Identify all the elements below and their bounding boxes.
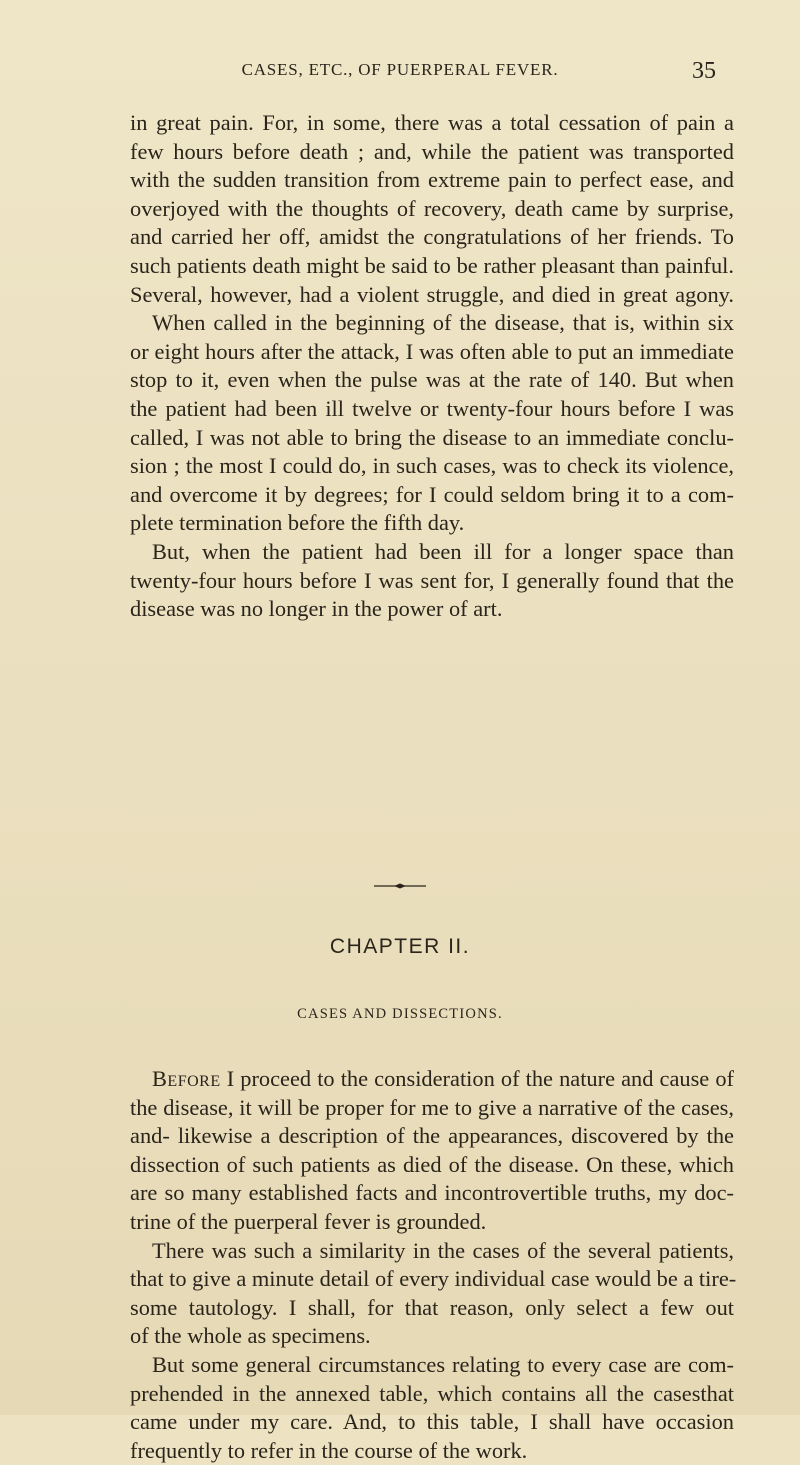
text-line: But, when the patient had been ill for a longer space than	[152, 538, 734, 564]
page-header	[0, 60, 800, 90]
text-line: the patient had been ill twelve or twenty-four hours before I was	[130, 395, 734, 421]
text-line: disease was no longer in the power of art.	[130, 596, 503, 622]
text-line: and overcome it by degrees; for I could seldom bring it to a com-	[130, 481, 734, 507]
text-line: some tautology. I shall, for that reason, only select a few out	[130, 1294, 734, 1320]
text-line: that to give a minute detail of every individual case would be a tire-	[130, 1266, 737, 1292]
chapter-title: CHAPTER II.	[329, 935, 471, 958]
text-line: and- likewise a description of the appearances, discovered by the	[130, 1123, 734, 1149]
text-line: But some general circumstances relating to every case are com-	[152, 1351, 734, 1377]
page-number: 35	[692, 58, 716, 84]
text-line: or eight hours after the attack, I was often able to put an immediate	[130, 338, 734, 364]
running-head: CASES, ETC., OF PUERPERAL FEVER.	[241, 60, 559, 79]
section-divider-ornament	[374, 883, 426, 889]
body-text-section-2	[130, 1065, 737, 1465]
text-line: came under my care. And, to this table, I shall have occasion	[130, 1409, 734, 1435]
text-line	[130, 1065, 734, 1094]
chapter-subtitle: CASES AND DISSECTIONS.	[297, 1006, 503, 1022]
text-line: trine of the puerperal fever is grounded.	[130, 1208, 487, 1234]
text-line: When called in the beginning of the disease, that is, within six	[152, 310, 734, 336]
text-line: dissection of such patients as died of the disease. On these, which	[130, 1151, 734, 1177]
text-line: sion ; the most I could do, in such cases, was to check its violence,	[130, 453, 734, 479]
text-line: There was such a similarity in the cases of the several patients,	[152, 1237, 734, 1263]
text-line: in great pain. For, in some, there was a total cessation of pain a	[130, 110, 734, 135]
text-line: called, I was not able to bring the disease to an immediate conclu-	[130, 424, 734, 450]
text-line: twenty-four hours before I was sent for, I generally found that the	[130, 567, 734, 593]
body-text-section-1	[130, 109, 734, 624]
first-line-rest: I proceed to the consideration of the nature and cause of	[220, 1066, 734, 1091]
text-line: with the sudden transition from extreme pain to perfect ease, and	[130, 167, 734, 193]
text-line: the disease, it will be proper for me to give a narrative of the cases,	[130, 1094, 734, 1120]
text-line: prehended in the annexed table, which contains all the casesthat	[130, 1380, 734, 1406]
text-line: few hours before death ; and, while the patient was transported	[130, 138, 734, 164]
text-line: Several, however, had a violent struggle, and died in great agony.	[130, 281, 734, 307]
text-line: and carried her off, amidst the congratulations of her friends. To	[130, 224, 734, 250]
text-line: stop to it, even when the pulse was at the rate of 140. But when	[130, 367, 734, 393]
text-line: are so many established facts and incontrovertible truths, my doc-	[130, 1180, 734, 1206]
text-line: plete termination before the fifth day.	[130, 510, 465, 536]
text-line: such patients death might be said to be rather pleasant than painful.	[130, 252, 734, 278]
dropcap-word: Before	[152, 1066, 221, 1091]
text-line: of the whole as specimens.	[130, 1323, 371, 1349]
text-line: frequently to refer in the course of the work.	[130, 1437, 528, 1463]
text-line: overjoyed with the thoughts of recovery, death came by surprise,	[130, 195, 734, 221]
